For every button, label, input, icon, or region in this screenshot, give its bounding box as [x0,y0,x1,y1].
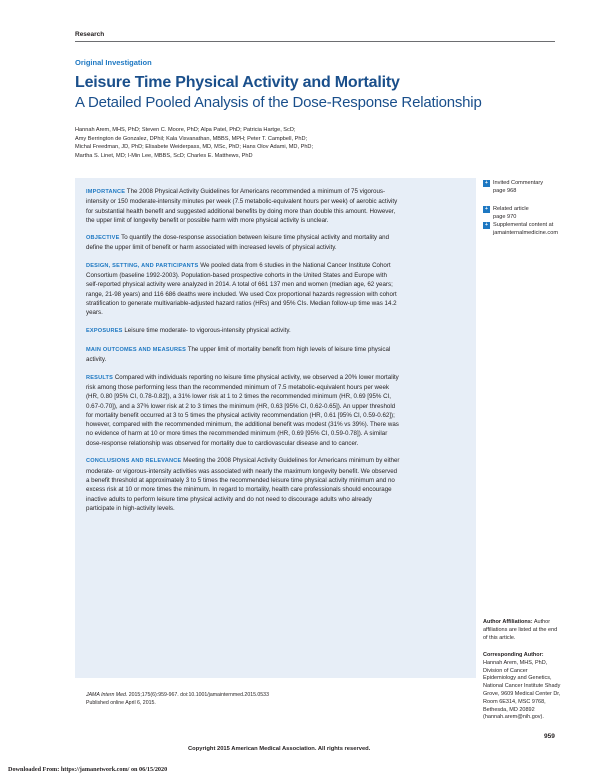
sidebar-item-detail: page 970 [493,213,517,220]
article-kicker: Original Investigation [75,58,152,67]
abstract-design [86,261,400,318]
download-stamp: Downloaded From: https://jamanetwork.com/ on 06/15/2020 [8,766,168,773]
corresponding-text: Hannah Arem, MHS, PhD, Division of Cancer Epidemiology and Genetics, National Cancer Institute Shady Grove, 9609 Medical Center Dr, Room 6E314, MSC 9768, Bethesda, MD 20892 (hannah.arem@nih.gov). [483,659,561,721]
affiliations-text: Author affiliations are listed at the end of this article. [483,619,558,641]
abstract-text: The upper limit of mortality benefit from high levels of leisure time physical activity. [86,345,391,363]
article-subtitle: A Detailed Pooled Analysis of the Dose-Response Relationship [75,94,482,111]
abstract-objective [86,233,400,253]
header-rule [75,41,555,42]
plus-icon: + [483,222,490,229]
sidebar-item-label: Related article [493,206,529,212]
author-line: Michal Freedman, JD, PhD; Elisabete Weiderpass, MD, MSc, PhD; Hans Olov Adami, MD, PhD; [75,144,314,151]
abstract-label: RESULTS [86,374,114,381]
abstract-text: The 2008 Physical Activity Guidelines for Americans recommended a minimum of 75 vigorous-intensity or 150 moderate-intensity minutes per week (7.5 metabolic-equivalent hours per week) of aerobic activity for substantial health benefit and suggested additional benefits by doing more than double this amount. However, the upper limit of longevity benefit or possible harm with more physical activity is unclear. [86,188,398,224]
author-line: Amy Berrington de Gonzalez, DPhil; Kala Visvanathan, MBBS, MPH; Peter T. Campbell, PhD; [75,135,308,142]
sidebar-item-detail: jamainternalmedicine.com [493,229,558,236]
abstract-label: IMPORTANCE [86,189,126,195]
abstract-label: OBJECTIVE [86,234,120,241]
author-affiliations [483,619,561,642]
abstract-text: To quantify the dose-response association between leisure time physical activity and mortality and define the upper limit of benefit or harm associated with increased levels of physical activity. [86,233,390,252]
plus-icon: + [483,180,490,187]
abstract-label: CONCLUSIONS AND RELEVANCE [86,458,182,465]
abstract-exposures [86,326,400,336]
citation [86,691,386,707]
corresponding-label: Corresponding Author: [483,652,544,658]
abstract-label: DESIGN, SETTING, AND PARTICIPANTS [86,262,199,269]
author-line: Hannah Arem, MHS, PhD; Steven C. Moore, PhD; Alpa Patel, PhD; Patricia Hartge, ScD; [75,127,296,133]
section-label: Research [75,31,105,38]
abstract-text: Compared with individuals reporting no leisure time physical activity, we observed a 20% lower mortality risk among those performing less than the recommended minimum of 7.5 metabolic-equivalent hours per week (HR, 0.80 [95% CI, 0.78-0.82]), a 31% lower risk at 1 to 2 times the recommended minimum (HR, 0.69 [95% CI, 0.67-0.70]), and a 37% lower risk at 2 to 3 times the minimum (HR, 0.63 [95% CI, 0.62-0.65]). An upper threshold for mortality benefit occurred at 3 to 5 times the physical activity recommendation (HR, 0.61 [95% CI, 0.59-0.62]); however, compared with the recommended minimum, the additional benefit was modest (31% vs 39%). There was no evidence of harm at 10 or more times the recommended minimum (HR, 0.69 [95% CI, 0.59-0.78]). A similar dose-response relationship was observed for mortality due to cardiovascular disease and to cancer. [86,373,399,447]
citation-details: 2015;175(6):959-967. doi:10.1001/jamainternmed.2015.0533 [128,692,269,698]
citation-published: Published online April 6, 2015. [86,700,156,706]
abstract-text: Meeting the 2008 Physical Activity Guidelines for Americans minimum by either moderate- or vigorous-intensity activities was associated with nearly the maximum longevity benefit. We observed a benefit threshold at approximately 3 to 5 times the recommended leisure time physical activity minimum and no excess risk at 10 or more times the minimum. In regard to mortality, health care professionals should encourage inactive adults to perform leisure time physical activity and do not need to discourage adults who already participate in high-activity levels. [86,457,400,512]
abstract-label: EXPOSURES [86,327,123,334]
abstract-text: Leisure time moderate- to vigorous-intensity physical activity. [124,326,291,334]
author-line: Martha S. Linet, MD; I-Min Lee, MBBS, ScD; Charles E. Matthews, PhD [75,152,253,159]
page-number: 959 [544,733,555,740]
author-list [75,126,375,160]
abstract [86,187,400,522]
copyright: Copyright 2015 American Medical Association. All rights reserved. [188,746,371,752]
abstract-label: MAIN OUTCOMES AND MEASURES [86,346,187,353]
citation-line [86,691,386,699]
sidebar-item-label: Supplemental content at [493,222,554,228]
article-title: Leisure Time Physical Activity and Mortality [75,74,400,91]
plus-icon: + [483,206,490,213]
abstract-importance [86,187,400,225]
journal-abbrev: JAMA Intern Med. [86,692,128,698]
abstract-conclusions [86,456,400,513]
abstract-results [86,373,400,448]
sidebar-item-detail: page 968 [493,187,517,194]
abstract-outcomes [86,345,400,365]
abstract-text: We pooled data from 6 studies in the National Cancer Institute Cohort Consortium (baseline 1992-2003). Population-based prospective cohorts in the United States and Europe with self-reported physical activity were analyzed in 2014. A total of 661 137 men and women (median age, 62 years; range, 21-98 years) and 116 686 deaths were included. We used Cox proportional hazards regression with cohort stratification to generate multivariable-adjusted hazard ratios (HRs) and 95% CIs. Median follow-up time was 14.2 years. [86,261,397,317]
sidebar-item-label: Invited Commentary [493,180,544,186]
affiliations-label: Author Affiliations: [483,619,533,625]
corresponding-author [483,652,561,722]
